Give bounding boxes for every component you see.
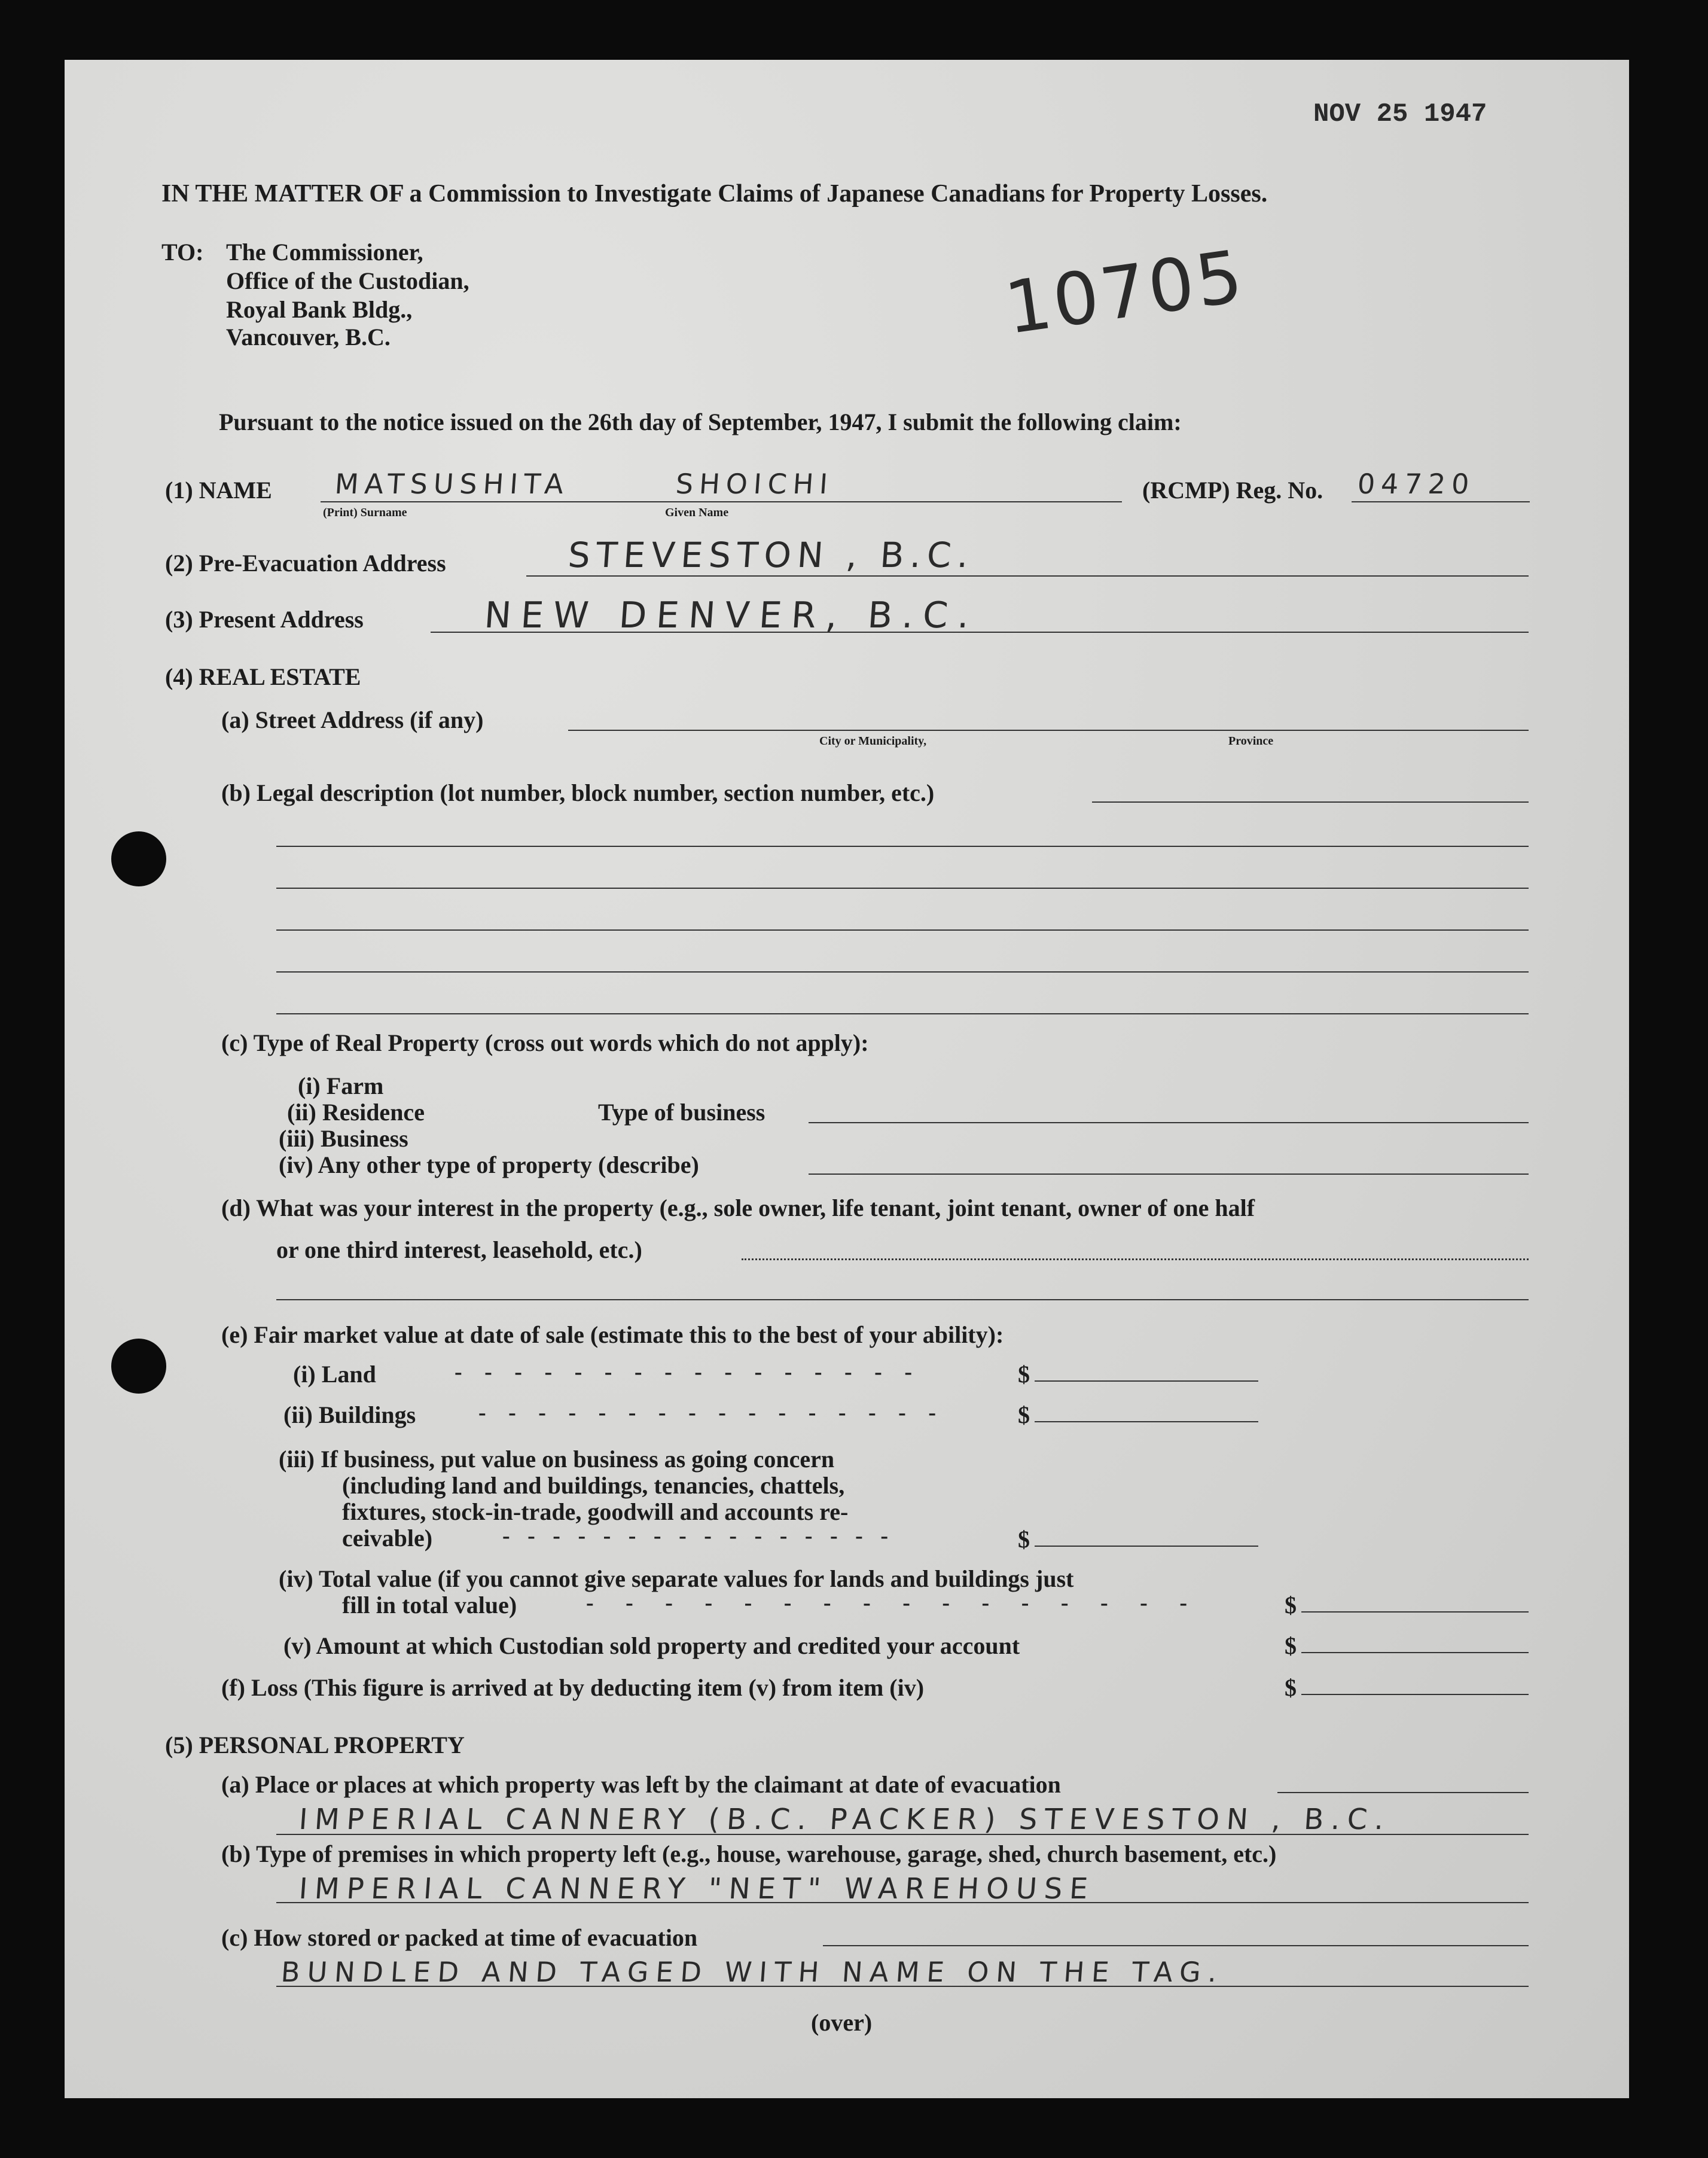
premises-type-value[interactable]: IMPERIAL CANNERY "NET" WAREHOUSE bbox=[298, 1872, 1096, 1906]
street-address-line bbox=[568, 730, 1529, 731]
name-line bbox=[321, 501, 1122, 502]
going-concern-line-1: (iii) If business, put value on business as going concern bbox=[279, 1446, 835, 1473]
total-value-dollar: $ bbox=[1285, 1592, 1297, 1618]
punch-hole bbox=[111, 1339, 166, 1394]
buildings-label: (ii) Buildings bbox=[283, 1401, 416, 1428]
premises-type-label: (b) Type of premises in which property left (e.g., house, warehouse, garage, shed, church basement, etc.) bbox=[221, 1840, 1277, 1867]
surname-value[interactable]: MATSUSHITA bbox=[334, 468, 571, 500]
property-type-business: (iii) Business bbox=[279, 1125, 408, 1152]
file-number: 10705 bbox=[1000, 234, 1250, 351]
going-concern-value-line[interactable] bbox=[1035, 1546, 1258, 1547]
to-line-4: Vancouver, B.C. bbox=[226, 324, 391, 350]
pre-evacuation-line bbox=[526, 575, 1529, 577]
name-label: (1) NAME bbox=[165, 477, 272, 504]
city-caption: City or Municipality, bbox=[819, 734, 927, 748]
going-concern-dollar: $ bbox=[1018, 1526, 1030, 1553]
real-estate-heading: (4) REAL ESTATE bbox=[165, 663, 361, 690]
interest-line bbox=[276, 1299, 1529, 1300]
interest-label-1: (d) What was your interest in the property (e.g., sole owner, life tenant, joint tenant, owner of one half bbox=[221, 1194, 1255, 1221]
going-concern-line-3: fixtures, stock-in-trade, goodwill and accounts re- bbox=[342, 1498, 849, 1525]
going-concern-leader: - - - - - - - - - - - - - - - - bbox=[502, 1523, 894, 1549]
present-address-value[interactable]: NEW DENVER, B.C. bbox=[483, 595, 980, 636]
land-leader: - - - - - - - - - - - - - - - - bbox=[455, 1360, 920, 1385]
pursuant-text: Pursuant to the notice issued on the 26th day of September, 1947, I submit the following claim: bbox=[219, 409, 1182, 435]
storage-method-label: (c) How stored or packed at time of evacuation bbox=[221, 1924, 698, 1951]
given-name-caption: Given Name bbox=[665, 506, 729, 519]
form-heading: IN THE MATTER OF a Commission to Investigate Claims of Japanese Canadians for Property Losses. bbox=[161, 180, 1268, 208]
over-note: (over) bbox=[811, 2009, 873, 2036]
property-place-value[interactable]: IMPERIAL CANNERY (B.C. PACKER) STEVESTON , B.C. bbox=[298, 1803, 1392, 1836]
pre-evacuation-label: (2) Pre-Evacuation Address bbox=[165, 550, 446, 577]
type-of-business-line bbox=[809, 1122, 1529, 1123]
legal-description-line bbox=[276, 929, 1529, 931]
punch-hole bbox=[111, 831, 166, 886]
property-type-label: (c) Type of Real Property (cross out words which do not apply): bbox=[221, 1029, 869, 1056]
surname-caption: (Print) Surname bbox=[323, 506, 407, 519]
storage-method-line bbox=[823, 1945, 1529, 1946]
type-of-business-label: Type of business bbox=[598, 1099, 765, 1126]
property-type-other-line bbox=[809, 1174, 1529, 1175]
custodian-amount-label: (v) Amount at which Custodian sold property and credited your account bbox=[283, 1632, 1020, 1659]
present-address-line bbox=[431, 632, 1529, 633]
total-value-line-1: (iv) Total value (if you cannot give separate values for lands and buildings just bbox=[279, 1565, 1074, 1592]
storage-method-value[interactable]: BUNDLED AND TAGED WITH NAME ON THE TAG. bbox=[280, 1956, 1225, 1988]
loss-label: (f) Loss (This figure is arrived at by deducting item (v) from item (iv) bbox=[221, 1674, 925, 1701]
legal-description-line bbox=[276, 888, 1529, 889]
legal-description-line bbox=[1092, 801, 1529, 803]
property-type-residence: (ii) Residence bbox=[287, 1099, 425, 1126]
to-line-3: Royal Bank Bldg., bbox=[226, 296, 413, 323]
loss-dollar: $ bbox=[1285, 1674, 1297, 1701]
property-place-label: (a) Place or places at which property was left by the claimant at date of evacuation bbox=[221, 1771, 1061, 1798]
to-line-2: Office of the Custodian, bbox=[226, 267, 469, 294]
loss-line[interactable] bbox=[1301, 1694, 1529, 1695]
date-stamp: NOV 25 1947 bbox=[1313, 99, 1487, 129]
property-type-farm: (i) Farm bbox=[298, 1072, 384, 1099]
custodian-amount-dollar: $ bbox=[1285, 1632, 1297, 1659]
legal-description-line bbox=[276, 971, 1529, 973]
to-label: TO: bbox=[161, 239, 204, 266]
street-address-label: (a) Street Address (if any) bbox=[221, 706, 484, 733]
personal-property-heading: (5) PERSONAL PROPERTY bbox=[165, 1732, 465, 1758]
going-concern-line-4: ceivable) bbox=[342, 1525, 433, 1552]
custodian-amount-line[interactable] bbox=[1301, 1652, 1529, 1653]
total-value-line[interactable] bbox=[1301, 1611, 1529, 1613]
legal-description-line bbox=[276, 846, 1529, 847]
legal-description-label: (b) Legal description (lot number, block number, section number, etc.) bbox=[221, 779, 935, 806]
reg-no-label: (RCMP) Reg. No. bbox=[1142, 477, 1323, 504]
land-value-line[interactable] bbox=[1035, 1380, 1258, 1382]
total-value-line-2: fill in total value) bbox=[342, 1592, 517, 1618]
property-type-other: (iv) Any other type of property (describe) bbox=[279, 1151, 699, 1178]
total-value-leader: - - - - - - - - - - - - - - - - bbox=[586, 1590, 1200, 1616]
land-dollar: $ bbox=[1018, 1361, 1030, 1388]
buildings-leader: - - - - - - - - - - - - - - - - bbox=[478, 1400, 944, 1425]
premises-type-line bbox=[276, 1902, 1529, 1903]
given-name-value[interactable]: SHOICHI bbox=[675, 468, 835, 500]
to-line-1: The Commissioner, bbox=[226, 239, 423, 266]
pre-evacuation-value[interactable]: STEVESTON , B.C. bbox=[566, 535, 976, 575]
present-address-label: (3) Present Address bbox=[165, 606, 364, 633]
interest-label-2: or one third interest, leasehold, etc.) bbox=[276, 1236, 642, 1263]
buildings-value-line[interactable] bbox=[1035, 1421, 1258, 1422]
buildings-dollar: $ bbox=[1018, 1401, 1030, 1428]
interest-line bbox=[742, 1258, 1529, 1260]
property-place-line bbox=[1277, 1792, 1529, 1793]
property-place-line bbox=[276, 1834, 1529, 1835]
going-concern-line-2: (including land and buildings, tenancies, chattels, bbox=[342, 1472, 845, 1499]
province-caption: Province bbox=[1228, 734, 1274, 748]
reg-no-value[interactable]: 04720 bbox=[1356, 468, 1477, 500]
land-label: (i) Land bbox=[293, 1361, 376, 1388]
legal-description-line bbox=[276, 1013, 1529, 1014]
fair-market-value-label: (e) Fair market value at date of sale (estimate this to the best of your ability): bbox=[221, 1321, 1004, 1348]
reg-no-line bbox=[1352, 501, 1530, 502]
storage-method-line bbox=[276, 1986, 1529, 1987]
